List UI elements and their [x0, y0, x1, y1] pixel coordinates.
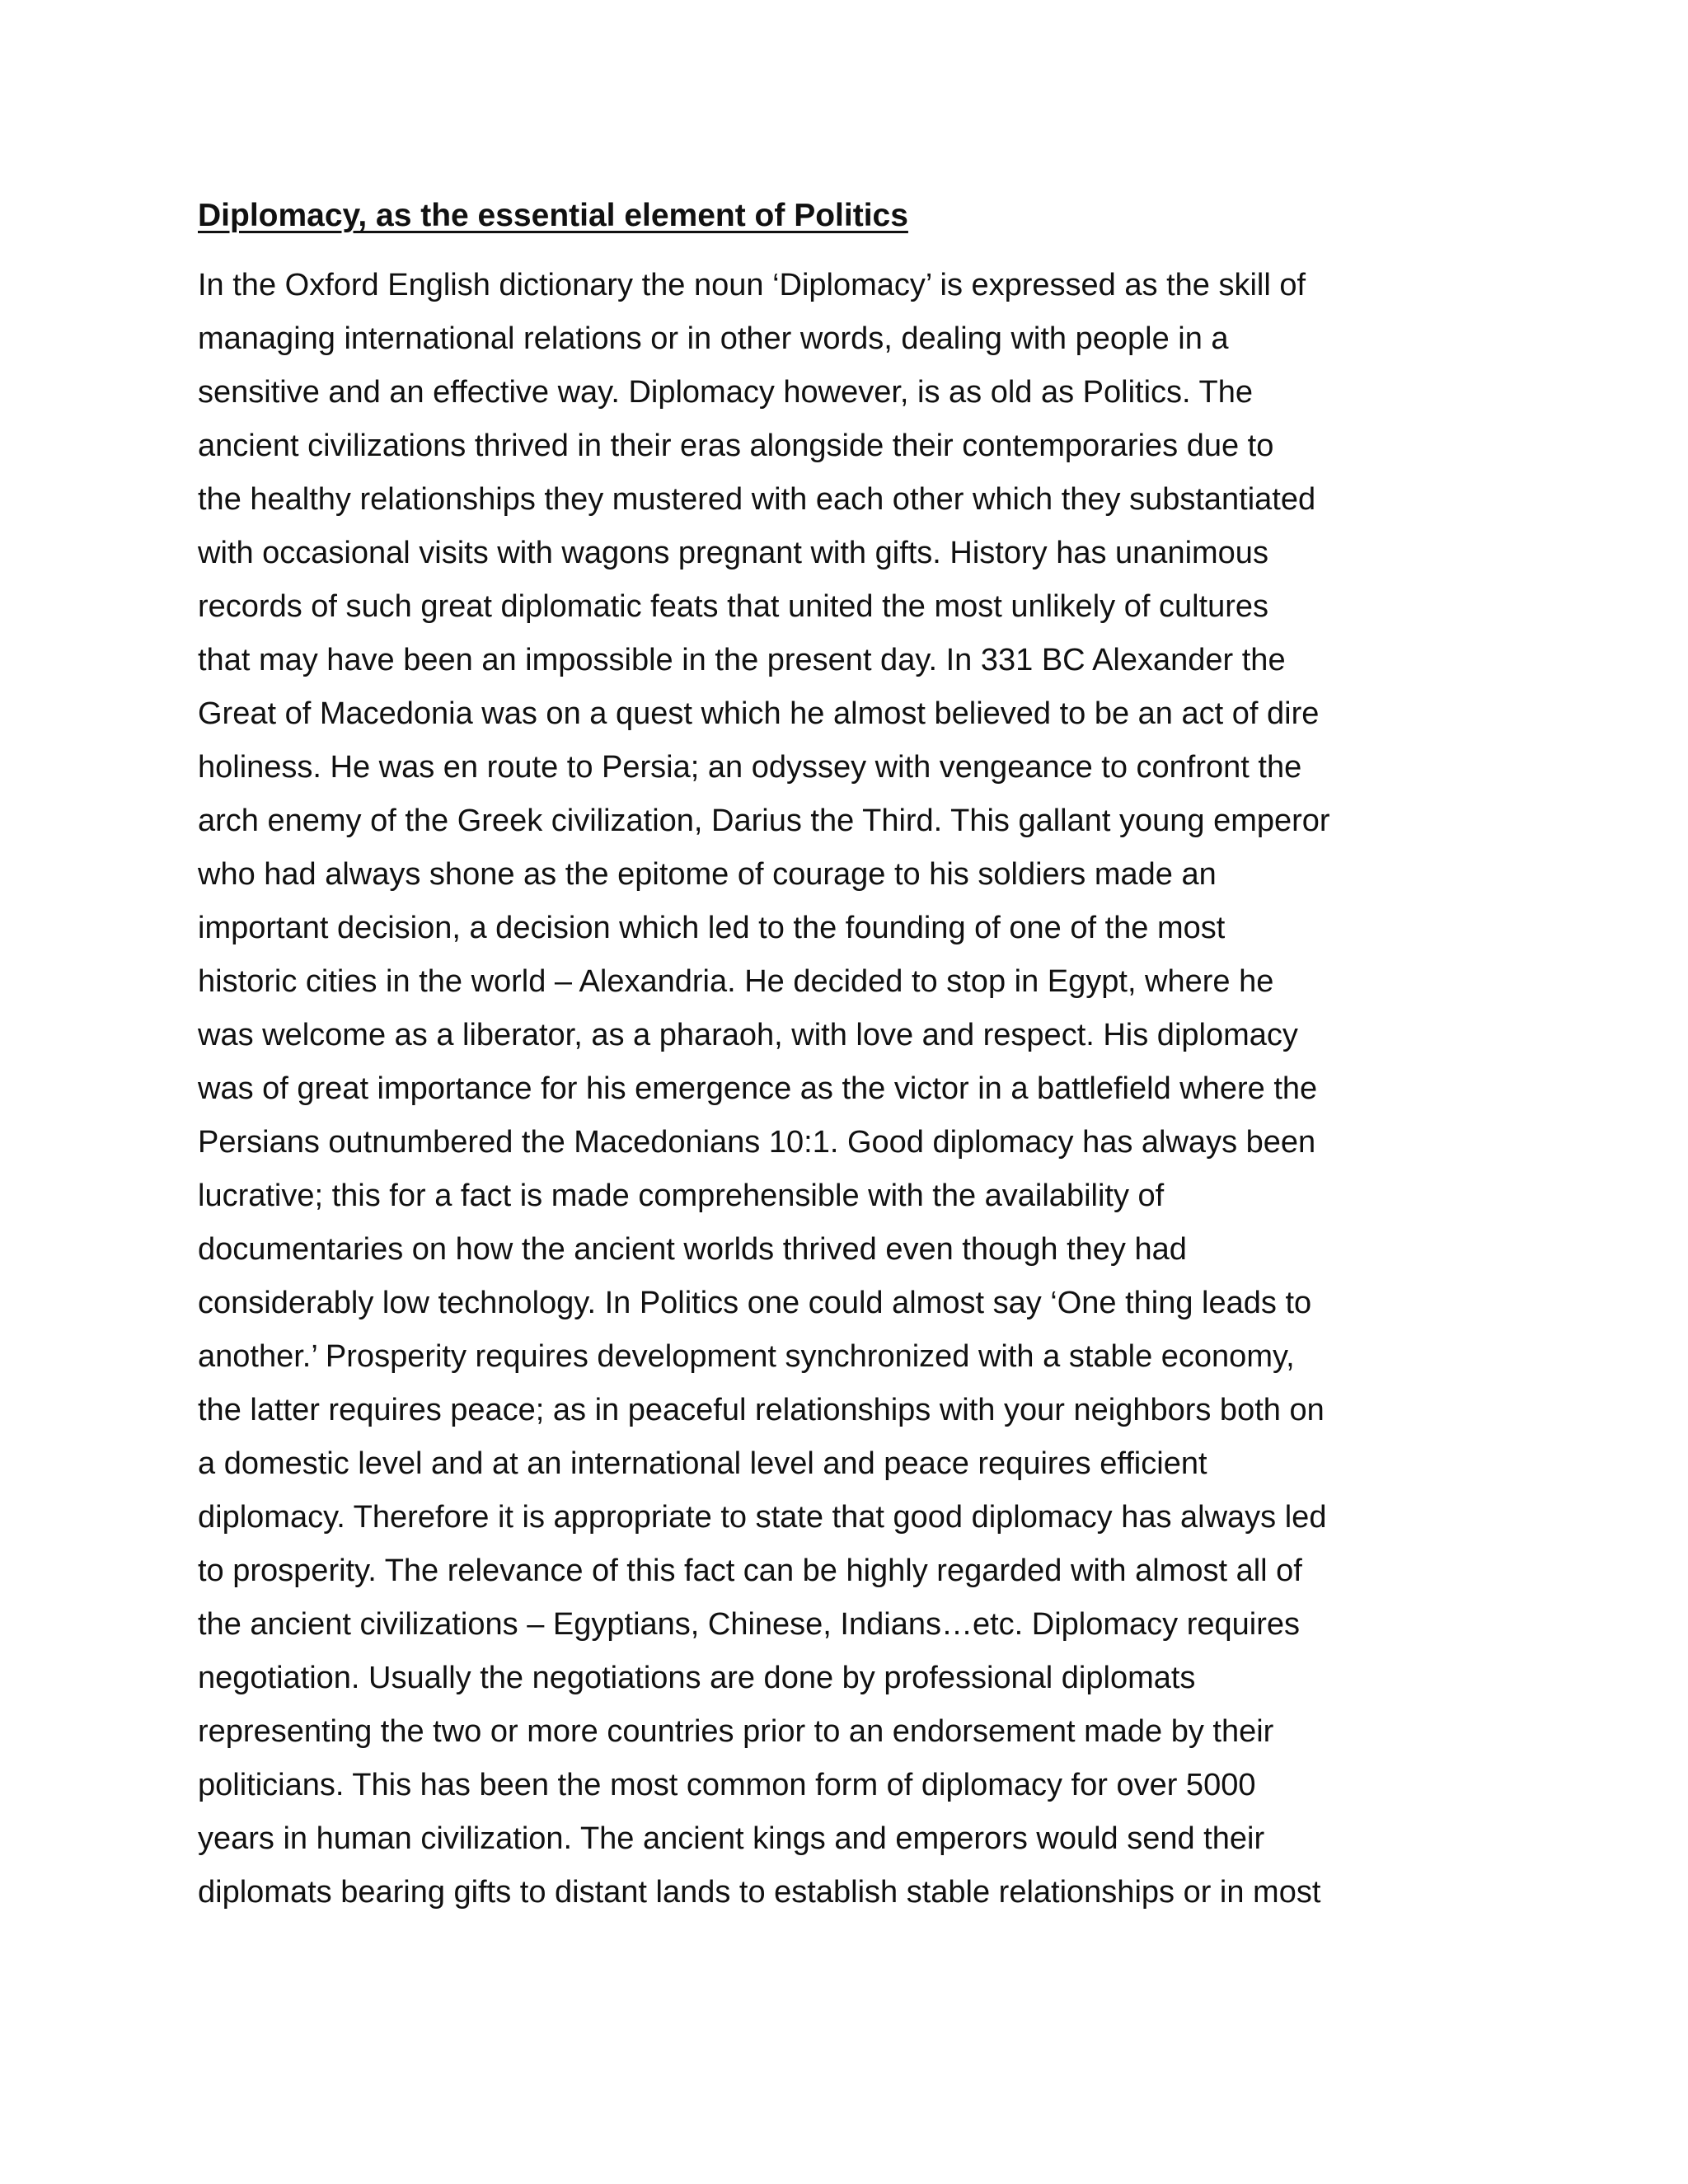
- text-line: records of such great diplomatic feats that united the most unlikely of cultures: [198, 589, 1268, 624]
- text-line: a domestic level and at an international level and peace requires efficient: [198, 1446, 1207, 1481]
- text-line: considerably low technology. In Politics one could almost say ‘One thing leads to: [198, 1286, 1312, 1320]
- text-line: the ancient civilizations – Egyptians, Chinese, Indians…etc. Diplomacy requires: [198, 1607, 1300, 1642]
- text-line: another.’ Prosperity requires development synchronized with a stable economy,: [198, 1339, 1295, 1374]
- text-line: politicians. This has been the most common form of diplomacy for over 5000: [198, 1768, 1256, 1802]
- text-line: years in human civilization. The ancient kings and emperors would send their: [198, 1821, 1265, 1856]
- text-line: the healthy relationships they mustered with each other which they substantiated: [198, 482, 1316, 517]
- text-line: sensitive and an effective way. Diplomacy however, is as old as Politics. The: [198, 375, 1253, 410]
- text-line: diplomats bearing gifts to distant lands to establish stable relationships or in most: [198, 1875, 1321, 1910]
- text-line: that may have been an impossible in the present day. In 331 BC Alexander the: [198, 643, 1286, 677]
- document-title: Diplomacy, as the essential element of Politics: [198, 198, 908, 233]
- text-line: Great of Macedonia was on a quest which he almost believed to be an act of dire: [198, 696, 1320, 731]
- text-line: lucrative; this for a fact is made comprehensible with the availability of: [198, 1179, 1165, 1213]
- text-line: managing international relations or in other words, dealing with people in a: [198, 321, 1229, 356]
- text-line: the latter requires peace; as in peaceful relationships with your neighbors both on: [198, 1393, 1325, 1427]
- text-line: documentaries on how the ancient worlds thrived even though they had: [198, 1232, 1187, 1267]
- text-line: to prosperity. The relevance of this fact can be highly regarded with almost all of: [198, 1554, 1302, 1588]
- document-body: [198, 191, 1492, 1919]
- text-line: historic cities in the world – Alexandria. He decided to stop in Egypt, where he: [198, 964, 1274, 999]
- text-line: ancient civilizations thrived in their eras alongside their contemporaries due to: [198, 429, 1274, 463]
- text-line: diplomacy. Therefore it is appropriate to state that good diplomacy has always led: [198, 1500, 1327, 1535]
- text-line: negotiation. Usually the negotiations are done by professional diplomats: [198, 1661, 1196, 1695]
- text-line: representing the two or more countries prior to an endorsement made by their: [198, 1714, 1274, 1749]
- text-line: who had always shone as the epitome of courage to his soldiers made an: [198, 857, 1217, 892]
- body-paragraph: [198, 259, 1492, 1919]
- text-line: holiness. He was en route to Persia; an odyssey with vengeance to confront the: [198, 750, 1302, 785]
- text-line: was of great importance for his emergence as the victor in a battlefield where the: [198, 1071, 1318, 1106]
- text-line: with occasional visits with wagons pregnant with gifts. History has unanimous: [198, 536, 1268, 570]
- text-line: Persians outnumbered the Macedonians 10:1. Good diplomacy has always been: [198, 1125, 1316, 1160]
- text-line: arch enemy of the Greek civilization, Darius the Third. This gallant young emperor: [198, 804, 1330, 838]
- text-line: was welcome as a liberator, as a pharaoh, with love and respect. His diplomacy: [198, 1018, 1298, 1052]
- text-line: important decision, a decision which led to the founding of one of the most: [198, 911, 1226, 945]
- text-line: In the Oxford English dictionary the noun ‘Diplomacy’ is expressed as the skill of: [198, 268, 1306, 302]
